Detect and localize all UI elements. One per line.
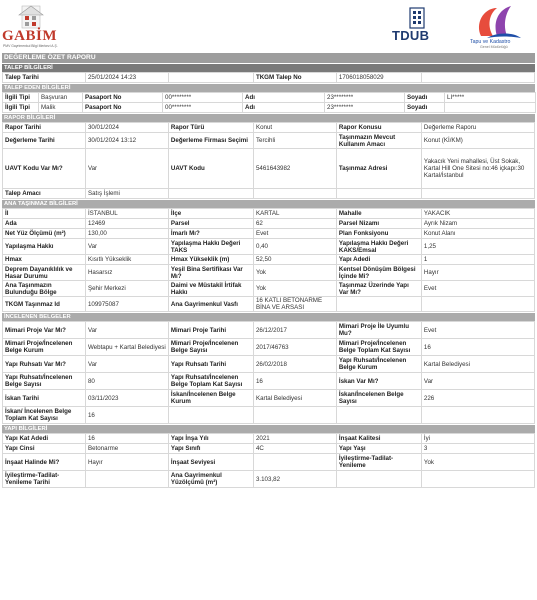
- report-sections: [2, 63, 535, 488]
- section-rapor-bilgileri-table: [2, 122, 535, 199]
- section-talep-eden-bilgileri-table: [2, 92, 536, 113]
- iskan-incelenen-belge-toplam-kat-sayisi-value: 16: [85, 407, 168, 424]
- report-title: DEĞERLEME ÖZET RAPORU: [2, 53, 535, 63]
- yapi-adedi-label: Yapı Adedi: [336, 255, 421, 265]
- deprem-dayaniklilik-ve-hasar-durumu-value: Hasarsız: [85, 265, 168, 281]
- yapi-sinifi-label: Yapı Sınıfı: [168, 444, 253, 454]
- ana-tasinmazin-bulundugu-bolge-value: Şehir Merkezi: [85, 281, 168, 297]
- table-row: [3, 471, 535, 488]
- yapilasma-hakki-degeri-kaks-emsal-label: Yapılaşma Hakkı Değeri KAKS/Emsal: [336, 239, 421, 255]
- il-label: İl: [3, 209, 86, 219]
- table-row: [3, 229, 535, 239]
- kentsel-donusum-bolgesi-icinde-mi-label: Kentsel Dönüşüm Bölgesi İçinde Mi?: [336, 265, 421, 281]
- ana-gayrimenkul-yuzolcumu-m-value: 3.103,82: [253, 471, 336, 488]
- empty-cell: [445, 103, 536, 113]
- mimari-proje-incelenen-belge-toplam-kat-sayisi-label: Mimari Proje/İncelenen Belge Toplam Kat Sayısı: [336, 339, 421, 356]
- ilce-value: KARTAL: [253, 209, 336, 219]
- insaat-kalitesi-label: İnşaat Kalitesi: [336, 434, 421, 444]
- empty-cell: [336, 297, 421, 312]
- uavt-kodu-label: UAVT Kodu: [168, 149, 253, 189]
- mimari-proje-ile-uyumlu-mu-value: Evet: [421, 322, 534, 339]
- uavt-kodu-var-mi-label: UAVT Kodu Var Mı?: [3, 149, 86, 189]
- table-row: [3, 123, 535, 133]
- insaat-halinde-mi-value: Hayır: [85, 454, 168, 471]
- insaat-seviyesi-label: İnşaat Seviyesi: [168, 454, 253, 471]
- yapi-ruhsati-incelenen-belge-toplam-kat-sayisi-value: 16: [253, 373, 336, 390]
- degerleme-firmasi-secimi-label: Değerleme Firması Seçimi: [168, 133, 253, 149]
- tapu-logo-text: Tapu ve Kadastro: [470, 39, 511, 45]
- yapi-cinsi-value: Betonarme: [85, 444, 168, 454]
- table-row: [3, 454, 535, 471]
- tasinmaz-uzerinde-yapi-var-mi-value: Evet: [421, 281, 534, 297]
- uavt-kodu-var-mi-value: Var: [85, 149, 168, 189]
- imarli-mi-value: Evet: [253, 229, 336, 239]
- empty-cell: [421, 471, 534, 488]
- net-yuz-olcumu-m-value: 130,00: [85, 229, 168, 239]
- ana-gayrimenkul-yuzolcumu-m-label: Ana Gayrimenkul Yüzölçümü (m²): [168, 471, 253, 488]
- yapilasma-hakki-value: Var: [85, 239, 168, 255]
- empty-cell: [168, 407, 253, 424]
- table-row: [3, 189, 535, 199]
- mimari-proje-incelenen-belge-kurum-value: Webtapu + Kartal Belediyesi: [85, 339, 168, 356]
- empty-cell: [253, 454, 336, 471]
- iskan-tarihi-value: 03/11/2023: [85, 390, 168, 407]
- section-talep-eden-bilgileri-header: TALEP EDEN BİLGİLERİ: [2, 83, 535, 92]
- adi-label: Adı: [243, 103, 325, 113]
- ana-tasinmazin-bulundugu-bolge-label: Ana Taşınmazın Bulunduğu Bölge: [3, 281, 86, 297]
- iskan-incelenen-belge-toplam-kat-sayisi-label: İskan/ İncelenen Belge Toplam Kat Sayısı: [3, 407, 86, 424]
- pasaport-no-label: Pasaport No: [83, 103, 163, 113]
- empty-cell: [421, 73, 534, 83]
- uavt-kodu-value: 5461643982: [253, 149, 336, 189]
- mahalle-value: YAKACIK: [421, 209, 534, 219]
- section-ana-tasinmaz-bilgileri-header: ANA TAŞINMAZ BİLGİLERİ: [2, 199, 535, 208]
- yapi-ruhsati-incelenen-belge-sayisi-value: 80: [85, 373, 168, 390]
- talep-amaci-value: Satış İşlemi: [85, 189, 168, 199]
- empty-cell: [421, 297, 534, 312]
- tasinmaz-adresi-value: Yakacık Yeni mahallesi, Üst Sokak, Kartal Hill One Sitesi no:46 içkapı:30 Kartal/İstanbul: [421, 149, 534, 189]
- ilgili-tipi-label: İlgili Tipi: [3, 103, 39, 113]
- table-row: [3, 407, 535, 424]
- mimari-proje-var-mi-label: Mimari Proje Var Mı?: [3, 322, 86, 339]
- talep-tarihi-label: Talep Tarihi: [3, 73, 86, 83]
- yapi-yasi-value: 3: [421, 444, 534, 454]
- tkgm-tasinmaz-id-value: 109975087: [85, 297, 168, 312]
- iskan-tarihi-label: İskan Tarihi: [3, 390, 86, 407]
- yapi-yasi-label: Yapı Yaşı: [336, 444, 421, 454]
- yapi-insa-yili-value: 2021: [253, 434, 336, 444]
- ilce-label: İlçe: [168, 209, 253, 219]
- talep-amaci-label: Talep Amacı: [3, 189, 86, 199]
- yapilasma-hakki-degeri-kaks-emsal-value: 1,25: [421, 239, 534, 255]
- imarli-mi-label: İmarlı Mı?: [168, 229, 253, 239]
- gabim-logo-subtitle: PMV Gayrimenkul Bilgi Merkezi A.Ş.: [3, 44, 58, 48]
- deprem-dayaniklilik-ve-hasar-durumu-label: Deprem Dayanıklılık ve Hasar Durumu: [3, 265, 86, 281]
- mimari-proje-tarihi-label: Mimari Proje Tarihi: [168, 322, 253, 339]
- ada-value: 12469: [85, 219, 168, 229]
- yapi-insa-yili-label: Yapı İnşa Yılı: [168, 434, 253, 444]
- tapu-logo-subtitle: Genel Müdürlüğü: [480, 45, 508, 49]
- tkgm-talep-no-value: 1706018058029: [336, 73, 421, 83]
- degerleme-tarihi-label: Değerleme Tarihi: [3, 133, 86, 149]
- report-header: [0, 0, 537, 52]
- table-row: [3, 356, 535, 373]
- section-incelenen-belgeler-table: [2, 321, 535, 424]
- mahalle-label: Mahalle: [336, 209, 421, 219]
- insaat-halinde-mi-label: İnşaat Halinde Mi?: [3, 454, 86, 471]
- pasaport-no-label: Pasaport No: [83, 93, 163, 103]
- hmax-label: Hmax: [3, 255, 86, 265]
- yapi-cinsi-label: Yapı Cinsi: [3, 444, 86, 454]
- yapi-adedi-value: 1: [421, 255, 534, 265]
- hmax-value: Kısıtlı Yükseklik: [85, 255, 168, 265]
- yapi-ruhsati-var-mi-label: Yapı Ruhsatı Var Mı?: [3, 356, 86, 373]
- parsel-nizami-value: Ayrık Nizam: [421, 219, 534, 229]
- hmax-yukseklik-m-label: Hmax Yükseklik (m): [168, 255, 253, 265]
- tkgm-tasinmaz-id-label: TKGM Taşınmaz Id: [3, 297, 86, 312]
- mimari-proje-incelenen-belge-kurum-label: Mimari Proje/İncelenen Belge Kurum: [3, 339, 86, 356]
- table-row: [3, 219, 535, 229]
- pasaport-no-value: 00********: [163, 93, 243, 103]
- yapi-ruhsati-incelenen-belge-kurum-value: Kartal Belediyesi: [421, 356, 534, 373]
- iskan-var-mi-value: Var: [421, 373, 534, 390]
- ana-gayrimenkul-vasfi-value: 16 KATLI BETONARME BİNA VE ARSASI: [253, 297, 336, 312]
- daimi-ve-mustakil-irtifak-hakki-label: Daimi ve Müstakil İrtifak Hakkı: [168, 281, 253, 297]
- tasinmazin-mevcut-kullanim-amaci-label: Taşınmazın Mevcut Kullanım Amacı: [336, 133, 421, 149]
- empty-cell: [336, 471, 421, 488]
- plan-fonksiyonu-value: Konut Alanı: [421, 229, 534, 239]
- table-row: [3, 209, 535, 219]
- ilgili-tipi-value: Malik: [39, 103, 83, 113]
- iskan-incelenen-belge-sayisi-label: İskan/İncelenen Belge Sayısı: [336, 390, 421, 407]
- iyilestirme-tadilat-yenileme-tarihi-label: İyileştirme-Tadilat-Yenileme Tarihi: [3, 471, 86, 488]
- gabim-logo-text: GABİM: [2, 28, 57, 44]
- iskan-var-mi-label: İskan Var Mı?: [336, 373, 421, 390]
- table-row: [3, 297, 535, 312]
- ilgili-tipi-label: İlgili Tipi: [3, 93, 39, 103]
- adi-value: 23********: [325, 93, 405, 103]
- soyadi-label: Soyadı: [405, 93, 445, 103]
- table-row: [3, 444, 535, 454]
- mimari-proje-tarihi-value: 26/12/2017: [253, 322, 336, 339]
- section-talep-bilgileri-table: [2, 72, 535, 83]
- empty-cell: [253, 189, 336, 199]
- section-rapor-bilgileri-header: RAPOR BİLGİLERİ: [2, 113, 535, 122]
- table-row: [3, 255, 535, 265]
- table-row: [3, 149, 535, 189]
- ada-label: Ada: [3, 219, 86, 229]
- table-row: [3, 73, 535, 83]
- parsel-label: Parsel: [168, 219, 253, 229]
- yapi-ruhsati-tarihi-value: 26/02/2018: [253, 356, 336, 373]
- rapor-turu-value: Konut: [253, 123, 336, 133]
- degerleme-firmasi-secimi-value: Tercihli: [253, 133, 336, 149]
- empty-cell: [421, 189, 534, 199]
- mimari-proje-incelenen-belge-toplam-kat-sayisi-value: 16: [421, 339, 534, 356]
- empty-cell: [336, 407, 421, 424]
- table-row: [3, 339, 535, 356]
- kentsel-donusum-bolgesi-icinde-mi-value: Hayır: [421, 265, 534, 281]
- parsel-value: 62: [253, 219, 336, 229]
- insaat-kalitesi-value: İyi: [421, 434, 534, 444]
- table-row: [3, 434, 535, 444]
- section-yapi-bilgileri-header: YAPI BİLGİLERİ: [2, 424, 535, 433]
- yapi-sinifi-value: 4C: [253, 444, 336, 454]
- tkgm-talep-no-label: TKGM Talep No: [253, 73, 336, 83]
- yapilasma-hakki-degeri-taks-value: 0,40: [253, 239, 336, 255]
- adi-value: 23********: [325, 103, 405, 113]
- daimi-ve-mustakil-irtifak-hakki-value: Yok: [253, 281, 336, 297]
- iyilestirme-tadilat-yenileme-label: İyileştirme-Tadilat-Yenileme: [336, 454, 421, 471]
- rapor-konusu-value: Değerleme Raporu: [421, 123, 534, 133]
- talep-tarihi-value: 25/01/2024 14:23: [85, 73, 168, 83]
- tasinmazin-mevcut-kullanim-amaci-value: Konut (Kİ/KM): [421, 133, 534, 149]
- parsel-nizami-label: Parsel Nizamı: [336, 219, 421, 229]
- adi-label: Adı: [243, 93, 325, 103]
- yapilasma-hakki-degeri-taks-label: Yapılaşma Hakkı Değeri TAKS: [168, 239, 253, 255]
- empty-cell: [336, 189, 421, 199]
- iskan-incelenen-belge-sayisi-value: 226: [421, 390, 534, 407]
- yapi-ruhsati-incelenen-belge-toplam-kat-sayisi-label: Yapı Ruhsatı/İncelenen Belge Toplam Kat Sayısı: [168, 373, 253, 390]
- rapor-tarihi-label: Rapor Tarihi: [3, 123, 86, 133]
- yapi-ruhsati-incelenen-belge-kurum-label: Yapı Ruhsatı/İncelenen Belge Kurum: [336, 356, 421, 373]
- tdub-logo-text: TDUB: [392, 28, 430, 43]
- tasinmaz-adresi-label: Taşınmaz Adresi: [336, 149, 421, 189]
- tasinmaz-uzerinde-yapi-var-mi-label: Taşınmaz Üzerinde Yapı Var Mı?: [336, 281, 421, 297]
- iyilestirme-tadilat-yenileme-value: Yok: [421, 454, 534, 471]
- empty-cell: [85, 471, 168, 488]
- rapor-turu-label: Rapor Türü: [168, 123, 253, 133]
- hmax-yukseklik-m-value: 52,50: [253, 255, 336, 265]
- table-row: [3, 373, 535, 390]
- yapilasma-hakki-label: Yapılaşma Hakkı: [3, 239, 86, 255]
- mimari-proje-ile-uyumlu-mu-label: Mimari Proje İle Uyumlu Mu?: [336, 322, 421, 339]
- yapi-ruhsati-tarihi-label: Yapı Ruhsatı Tarihi: [168, 356, 253, 373]
- empty-cell: [253, 407, 336, 424]
- table-row: [3, 322, 535, 339]
- plan-fonksiyonu-label: Plan Fonksiyonu: [336, 229, 421, 239]
- table-row: [3, 93, 536, 103]
- table-row: [3, 265, 535, 281]
- iskan-incelenen-belge-kurum-label: İskan/İncelenen Belge Kurum: [168, 390, 253, 407]
- yesil-bina-sertifikasi-var-mi-value: Yok: [253, 265, 336, 281]
- section-ana-tasinmaz-bilgileri-table: [2, 208, 535, 312]
- section-talep-bilgileri-header: TALEP BİLGİLERİ: [2, 63, 535, 72]
- rapor-tarihi-value: 30/01/2024: [85, 123, 168, 133]
- iskan-incelenen-belge-kurum-value: Kartal Belediyesi: [253, 390, 336, 407]
- table-row: [3, 133, 535, 149]
- table-row: [3, 281, 535, 297]
- section-incelenen-belgeler-header: İNCELENEN BELGELER: [2, 312, 535, 321]
- yapi-ruhsati-incelenen-belge-sayisi-label: Yapı Ruhsatı/İncelenen Belge Sayısı: [3, 373, 86, 390]
- soyadi-value: LI*****: [445, 93, 536, 103]
- empty-cell: [421, 407, 534, 424]
- yapi-ruhsati-var-mi-value: Var: [85, 356, 168, 373]
- empty-cell: [168, 189, 253, 199]
- section-yapi-bilgileri-table: [2, 433, 535, 488]
- il-value: İSTANBUL: [85, 209, 168, 219]
- yapi-kat-adedi-value: 16: [85, 434, 168, 444]
- soyadi-label: Soyadı: [405, 103, 445, 113]
- mimari-proje-incelenen-belge-sayisi-value: 2017/46763: [253, 339, 336, 356]
- net-yuz-olcumu-m-label: Net Yüz Ölçümü (m²): [3, 229, 86, 239]
- table-row: [3, 103, 536, 113]
- ana-gayrimenkul-vasfi-label: Ana Gayrimenkul Vasfı: [168, 297, 253, 312]
- degerleme-tarihi-value: 30/01/2024 13:12: [85, 133, 168, 149]
- yapi-kat-adedi-label: Yapı Kat Adedi: [3, 434, 86, 444]
- ilgili-tipi-value: Başvuran: [39, 93, 83, 103]
- yesil-bina-sertifikasi-var-mi-label: Yeşil Bina Sertifikası Var Mı?: [168, 265, 253, 281]
- mimari-proje-incelenen-belge-sayisi-label: Mimari Proje/İncelenen Belge Sayısı: [168, 339, 253, 356]
- table-row: [3, 390, 535, 407]
- empty-cell: [168, 73, 253, 83]
- mimari-proje-var-mi-value: Var: [85, 322, 168, 339]
- rapor-konusu-label: Rapor Konusu: [336, 123, 421, 133]
- table-row: [3, 239, 535, 255]
- valuation-summary-report: [2, 53, 535, 488]
- pasaport-no-value: 00********: [163, 103, 243, 113]
